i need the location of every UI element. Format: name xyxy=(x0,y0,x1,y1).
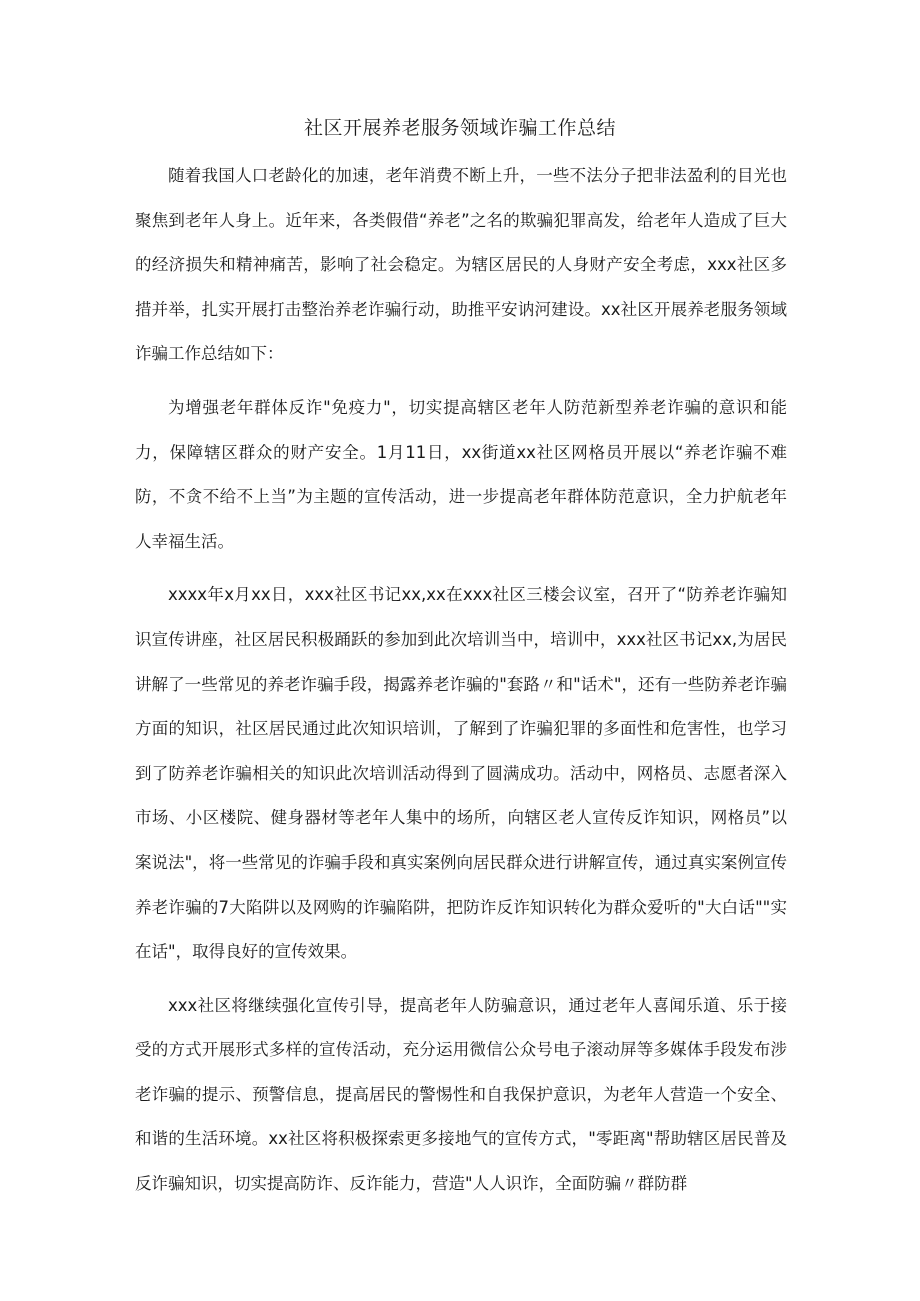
document-body xyxy=(135,154,787,1216)
paragraph-future-plans: xxx社区将继续强化宣传引导，提高老年人防骗意识，通过老年人喜闻乐道、乐于接受的方式开展形式多样的宣传活动，充分运用微信公众号电子滚动屏等多媒体手段发布涉老诈骗的提示、预警信息，提高居民的警惕性和自我保护意识，为老年人营造一个安全、和谐的生活环境。xx社区将积极探索更多接地气的宣传方式，"零距离"帮助辖区居民普及反诈骗知识，切实提高防诈、反诈能力，营造"人人识诈，全面防骗〃群防群 xyxy=(135,995,787,1194)
paragraph-lecture: xxxx年x月xx日，xxx社区书记xx,xx在xxx社区三楼会议室，召开了“防养老诈骗知识宣传讲座，社区居民积极踊跃的参加到此次培训当中，培训中，xxx社区书记xx,为居民讲解了一些常见的养老诈骗手段，揭露养老诈骗的"套路〃和"话术"，还有一些防养老诈骗方面的知识，社区居民通过此次知识培训，了解到了诈骗犯罪的多面性和危害性，也学习到了防养老诈骗相关的知识此次培训活动得到了圆满成功。活动中，网格员、志愿者深入市场、小区楼院、健身器材等老年人集中的场所，向辖区老人宣传反诈知识，网格员”以案说法"，将一些常见的诈骗手段和真实案例向居民群众进行讲解宣传，通过真实案例宣传养老诈骗的7大陷阱以及网购的诈骗陷阱，把防诈反诈知识转化为群众爱听的"大白话""实在话"，取得良好的宣传效果。 xyxy=(135,585,787,962)
document-title: 社区开展养老服务领域诈骗工作总结 xyxy=(303,117,616,139)
paragraph-publicity-event: 为增强老年群体反诈"免疫力"，切实提高辖区老年人防范新型养老诈骗的意识和能力，保障辖区群众的财产安全。1月11日，xx街道xx社区网格员开展以“养老诈骗不难防，不贪不给不上当”为主题的宣传活动，进一步提高老年群体防范意识，全力护航老年人幸福生活。 xyxy=(135,397,787,551)
paragraph-intro: 随着我国人口老龄化的加速，老年消费不断上升，一些不法分子把非法盈利的目光也聚焦到老年人身上。近年来，各类假借“养老”之名的欺骗犯罪高发，给老年人造成了巨大的经济损失和精神痛苦，影响了社会稳定。为辖区居民的人身财产安全考虑，xxx社区多措并举，扎实开展打击整治养老诈骗行动，助推平安讷河建设。xx社区开展养老服务领域诈骗工作总结如下： xyxy=(135,166,787,364)
